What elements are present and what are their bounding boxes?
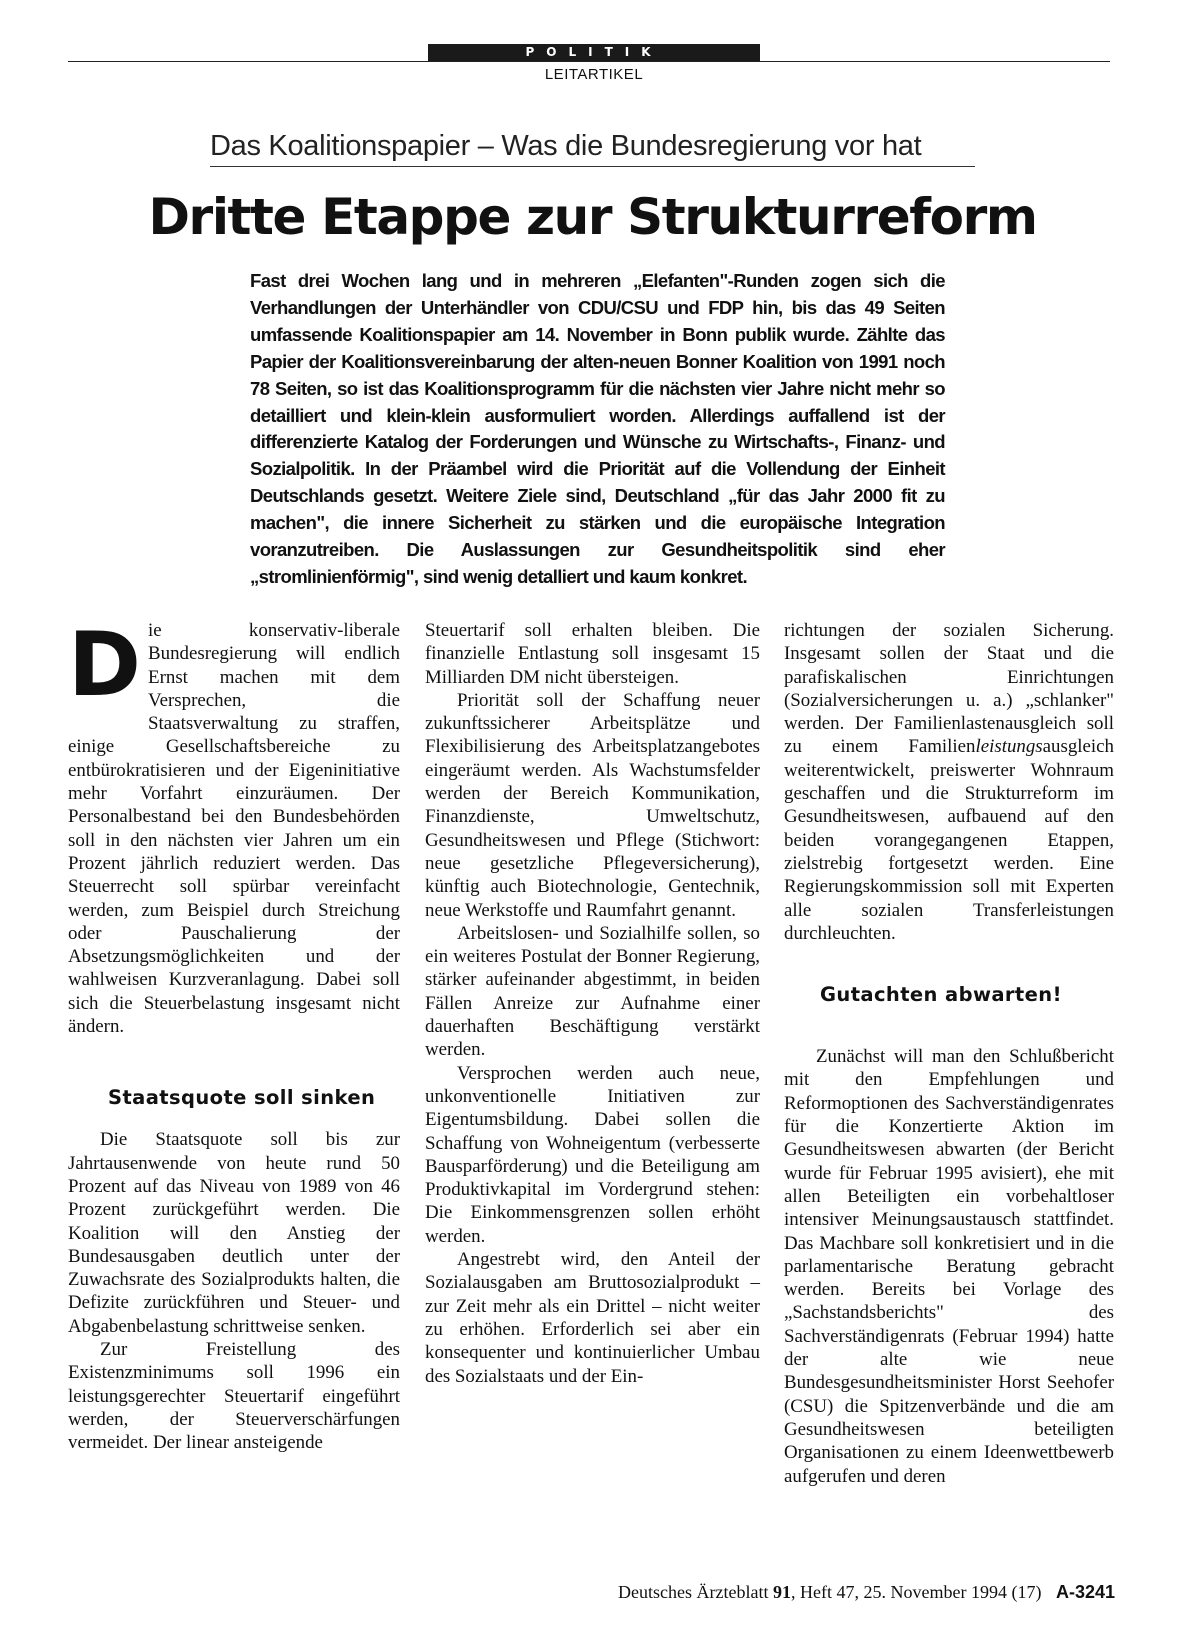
column-2 xyxy=(425,619,760,1388)
column-3 xyxy=(784,619,1114,1488)
subheading-staatsquote: Staatsquote soll sinken xyxy=(108,1086,376,1110)
footer-page-number: A-3241 xyxy=(1055,1582,1115,1602)
subsection-label: LEITARTIKEL xyxy=(544,66,644,83)
footer-journal: Deutsches Ärzteblatt xyxy=(618,1582,769,1602)
col2-paragraph-1: Steuertarif soll erhalten bleiben. Die finanzielle Entlastung soll insgesamt 15 Milliarden DM nicht übersteigen. xyxy=(425,620,760,688)
article-kicker: Das Koalitionspapier – Was die Bundesregierung vor hat xyxy=(210,130,922,162)
col1-paragraph-1: ie konservativ-liberale Bundesregierung will endlich Ernst machen mit dem Versprechen, die Staatsverwaltung zu straffen, einige Gesellschaftsbereiche zu entbürokratisieren und der Eigeninitiative mehr Vorfahrt einzuräumen. Der Personalbestand bei den Bundesbehörden soll in den nächsten vier Jahren um ein Prozent jährlich reduziert werden. Das Steuerrecht soll spürbar vereinfacht werden, zum Beispiel durch Streichung oder Pauschalierung der Absetzungsmöglichkeiten und der wahlweisen Kurzveranlagung. Dabei soll sich die Steuerbelastung insgesamt nicht ändern. xyxy=(68,620,400,1038)
col1-paragraph-2: Die Staatsquote soll bis zur Jahrtausenwende von heute rund 50 Prozent auf das Niveau von 1989 von 46 Prozent zurückgeführt werden. Die Koalition will den Anstieg der Bundesausgaben deutlich unter der Zuwachsrate des Sozialprodukts halten, die Defizite zurückführen und Steuer- und Abgabenbelastung schrittweise senken. xyxy=(68,1129,400,1337)
footer-volume: 91 xyxy=(773,1582,791,1602)
article-headline: Dritte Etappe zur Strukturreform xyxy=(148,188,1037,246)
col3-paragraph-1 xyxy=(784,619,1114,945)
col1-paragraph-3: Zur Freistellung des Existenzminimums soll 1996 ein leistungsgerechter Steuertarif eingeführt werden, der Steuerverschärfungen vermeidet. Der linear ansteigende xyxy=(68,1339,400,1454)
page-footer xyxy=(560,1582,1115,1603)
subheading-gutachten: Gutachten abwarten! xyxy=(820,983,1062,1007)
col3-p1-italic: leistungs xyxy=(975,736,1043,758)
col3-paragraph-2: Zunächst will man den Schlußbericht mit den Empfehlungen und Reformoptionen des Sachverständigenrates für die Konzertierte Aktion im Gesundheitswesen abwarten (der Bericht wurde für Februar 1995 avisiert), ehe mit allen Beteiligten ein vorbehaltloser intensiver Meinungsaustausch stattfindet. Das Machbare soll konkretisiert und in die parlamentarische Beratung gebracht werden. Bereits bei Vorlage des „Sachstandsberichts" des Sachverständigenrats (Februar 1994) hatte der alte wie neue Bundesgesundheitsminister Horst Seehofer (CSU) die Spitzenverbände und die am Gesundheitswesen beteiligten Organisationen zu einem Ideenwettbewerb aufgerufen und deren xyxy=(784,1046,1114,1487)
col2-paragraph-5: Angestrebt wird, den Anteil der Sozialausgaben am Bruttosozialprodukt – zur Zeit mehr als ein Drittel – nicht weiter zu erhöhen. Erforderlich sei aber ein konsequenter und kontinuierlicher Umbau des Sozialstaats und der Ein- xyxy=(425,1249,760,1387)
drop-cap: D xyxy=(68,613,142,716)
section-label: POLITIK xyxy=(428,44,760,61)
kicker-underline xyxy=(210,166,975,167)
footer-issue: , Heft 47, 25. November 1994 (17) xyxy=(791,1582,1042,1602)
col2-paragraph-4: Versprochen werden auch neue, unkonventionelle Initiativen zur Eigentumsbildung. Dabei sollen die Schaffung von Wohneigentum (verbesserte Bausparförderung) und die Beteiligung am Produktivkapital im Vordergrund stehen: Die Einkommensgrenzen sollen erhöht werden. xyxy=(425,1062,760,1247)
article-lead: Fast drei Wochen lang und in mehreren „Elefanten"-Runden zogen sich die Verhandlungen der Unterhändler von CDU/CSU und FDP hin, bis das 49 Seiten umfassende Koalitionspapier am 14. November in Bonn publik wurde. Zählte das Papier der Koalitionsvereinbarung der alten-neuen Bonner Koalition von 1991 noch 78 Seiten, so ist das Koalitionsprogramm für die nächsten vier Jahre nicht mehr so detailliert und klein-klein ausformuliert worden. Allerdings auffallend ist der differenzierte Katalog der Forderungen und Wünsche zu Wirtschafts-, Finanz- und Sozialpolitik. In der Präambel wird die Priorität auf die Vollendung der Einheit Deutschlands gesetzt. Weitere Ziele sind, Deutschland „für das Jahr 2000 fit zu machen", die innere Sicherheit zu stärken und die europäische Integration voranzutreiben. Die Auslassungen zur Gesundheitspolitik sind eher „stromlinienförmig", sind wenig detalliert und kaum konkret. xyxy=(250,270,945,587)
col2-paragraph-3: Arbeitslosen- und Sozialhilfe sollen, so ein weiteres Postulat der Bonner Regierung, stärker aufeinander abgestimmt, in beiden Fällen Anreize zur Aufnahme einer dauerhaften Beschäftigung verstärkt werden. xyxy=(425,922,760,1061)
col2-paragraph-2: Priorität soll der Schaffung neuer zukunftssicherer Arbeitsplätze und Flexibilisierung des Arbeitsplatzangebotes eingeräumt werden. Als Wachstumsfelder werden der Bereich Kommunikation, Finanzdienste, Umweltschutz, Gesundheitswesen und Pflege (Stichwort: neue gesetzliche Pflegeversicherung), künftig auch Biotechnologie, Gentechnik, neue Werkstoffe und Raumfahrt genannt. xyxy=(425,689,760,921)
column-1 xyxy=(68,613,400,1455)
col3-p1-part-c: ausgleich weiterentwickelt, preiswerter Wohnraum geschaffen und die Strukturreform im Gesundheitswesen, aufbauend auf den beiden vorangegangenen Etappen, zielstrebig fortgesetzt werden. Eine Regierungskommission soll mit Experten alle sozialen Transferleistungen durchleuchten. xyxy=(784,736,1114,944)
col3-p1-part-a: richtungen der sozialen Sicherung. Insgesamt sollen der Staat und die parafiskalischen Einrichtungen (Sozialversicherungen u. a.) „schlanker" werden. Der Familienlastenausgleich soll zu einem Familien xyxy=(784,620,1114,758)
header-rule xyxy=(68,61,1110,62)
